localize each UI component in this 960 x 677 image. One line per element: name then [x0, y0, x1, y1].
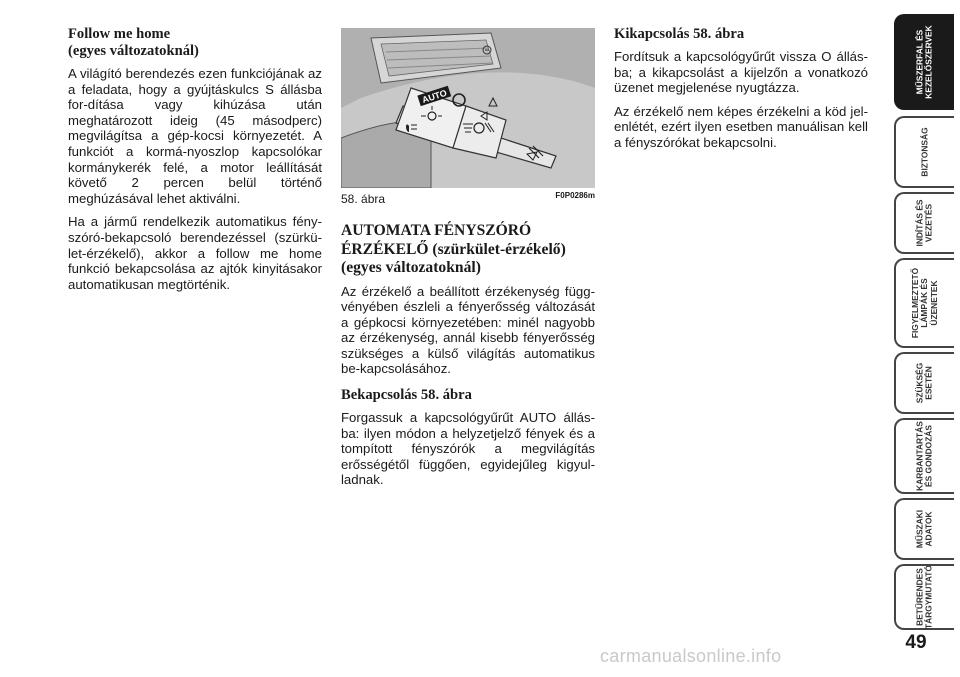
paragraph: Ha a jármű rendelkezik automatikus fény-szóró-bekapcsoló berendezéssel (szürkü-let-érzékelő), akkor a follow me home funkció bekapcsolása az ajtók kinyitásakor automatikusan megtörténik.: [68, 214, 322, 292]
page-number: 49: [905, 632, 927, 653]
follow-me-home-heading: [68, 26, 322, 60]
tab-starting-and-driving[interactable]: [894, 192, 954, 254]
column-1: [68, 26, 322, 300]
tab-label: FIGYELMEZTETŐ LÁMPÁK ÉS ÜZENETEK: [909, 267, 939, 339]
paragraph: Fordítsuk a kapcsológyűrűt vissza O állás-ba; a kikapcsolást a kijelzőn a vonatkozó üzenet megjelenése nyugtázza.: [614, 49, 868, 96]
figure-58-caption: [341, 191, 595, 205]
tab-technical-data[interactable]: [894, 498, 954, 560]
figure-58-image: [341, 28, 595, 188]
column-3: [614, 26, 868, 159]
tab-in-an-emergency[interactable]: [894, 352, 954, 414]
auto-position-label: AUTO: [420, 87, 449, 106]
tab-label: INDÍTÁS ÉS VEZETÉS: [914, 199, 934, 247]
tab-maintenance-and-care[interactable]: [894, 418, 954, 494]
tab-dashboard-and-controls[interactable]: [894, 14, 954, 110]
paragraph: A világító berendezés ezen funkciójának az a feladata, hogy a gyújtáskulcs S állásba for-dítása vagy kihúzása után meghatározott ideig (45 másodperc) megvilágítsa a gép-kocsi környezetét. A funkciót a kormá-nyoszlop kapcsolókar kormánykerék felé, a motor leállítását követő 2 percen belül történő meghúzásával lehet aktiválni.: [68, 66, 322, 206]
light-switch-illustration: [341, 28, 595, 188]
switch-off-heading: Kikapcsolás 58. ábra: [614, 26, 745, 42]
watermark: carmanualsonline.info: [600, 646, 782, 666]
figure-label: 58. ábra: [341, 192, 386, 206]
tab-label: BIZTONSÁG: [919, 127, 930, 177]
heading-line-2: (egyes változatoknál): [68, 43, 199, 59]
switch-on-heading: Bekapcsolás 58. ábra: [341, 387, 472, 404]
tab-safety[interactable]: [894, 116, 954, 188]
tab-label: SZÜKSÉG ESETÉN: [914, 362, 934, 404]
tab-label: KARBANTARTÁS ÉS GONDOZÁS: [914, 421, 934, 491]
tab-label: MŰSZERFAL ÉS KEZELŐSZERVEK: [914, 25, 934, 99]
tab-warning-lights-and-messages[interactable]: [894, 258, 954, 348]
column-2: [341, 222, 595, 496]
heading-line-1: Follow me home: [68, 26, 171, 42]
tab-index[interactable]: [894, 564, 954, 630]
tab-label: BETŰRENDES TÁRGYMUTATÓ: [914, 565, 934, 629]
tab-label: MŰSZAKI ADATOK: [914, 509, 934, 549]
figure-code: F0P0286m: [555, 191, 595, 200]
automatic-headlight-sensor-heading: AUTOMATA FÉNYSZÓRÓ ÉRZÉKELŐ (szürkület-érzékelő) (egyes változatoknál): [341, 222, 566, 276]
paragraph: Forgassuk a kapcsológyűrűt AUTO állás-ba: ilyen módon a helyzetjelző fények és a tompított fényszórók a megvilágítás erősségétől függően, egyidejűleg kigyul-ladnak.: [341, 410, 595, 488]
paragraph: Az érzékelő a beállított érzékenység függ-vényében észleli a fényerősség változását a gépkocsi környezetében: minél nagyobb az érzékenység, annál kisebb fényerősség szükséges a külső világítás automatikus be-kapcsolásához.: [341, 283, 595, 377]
paragraph: Az érzékelő nem képes érzékelni a köd jel-enlétét, ezért ilyen esetben manuálisan kell a fényszórókat bekapcsolni.: [614, 103, 868, 150]
